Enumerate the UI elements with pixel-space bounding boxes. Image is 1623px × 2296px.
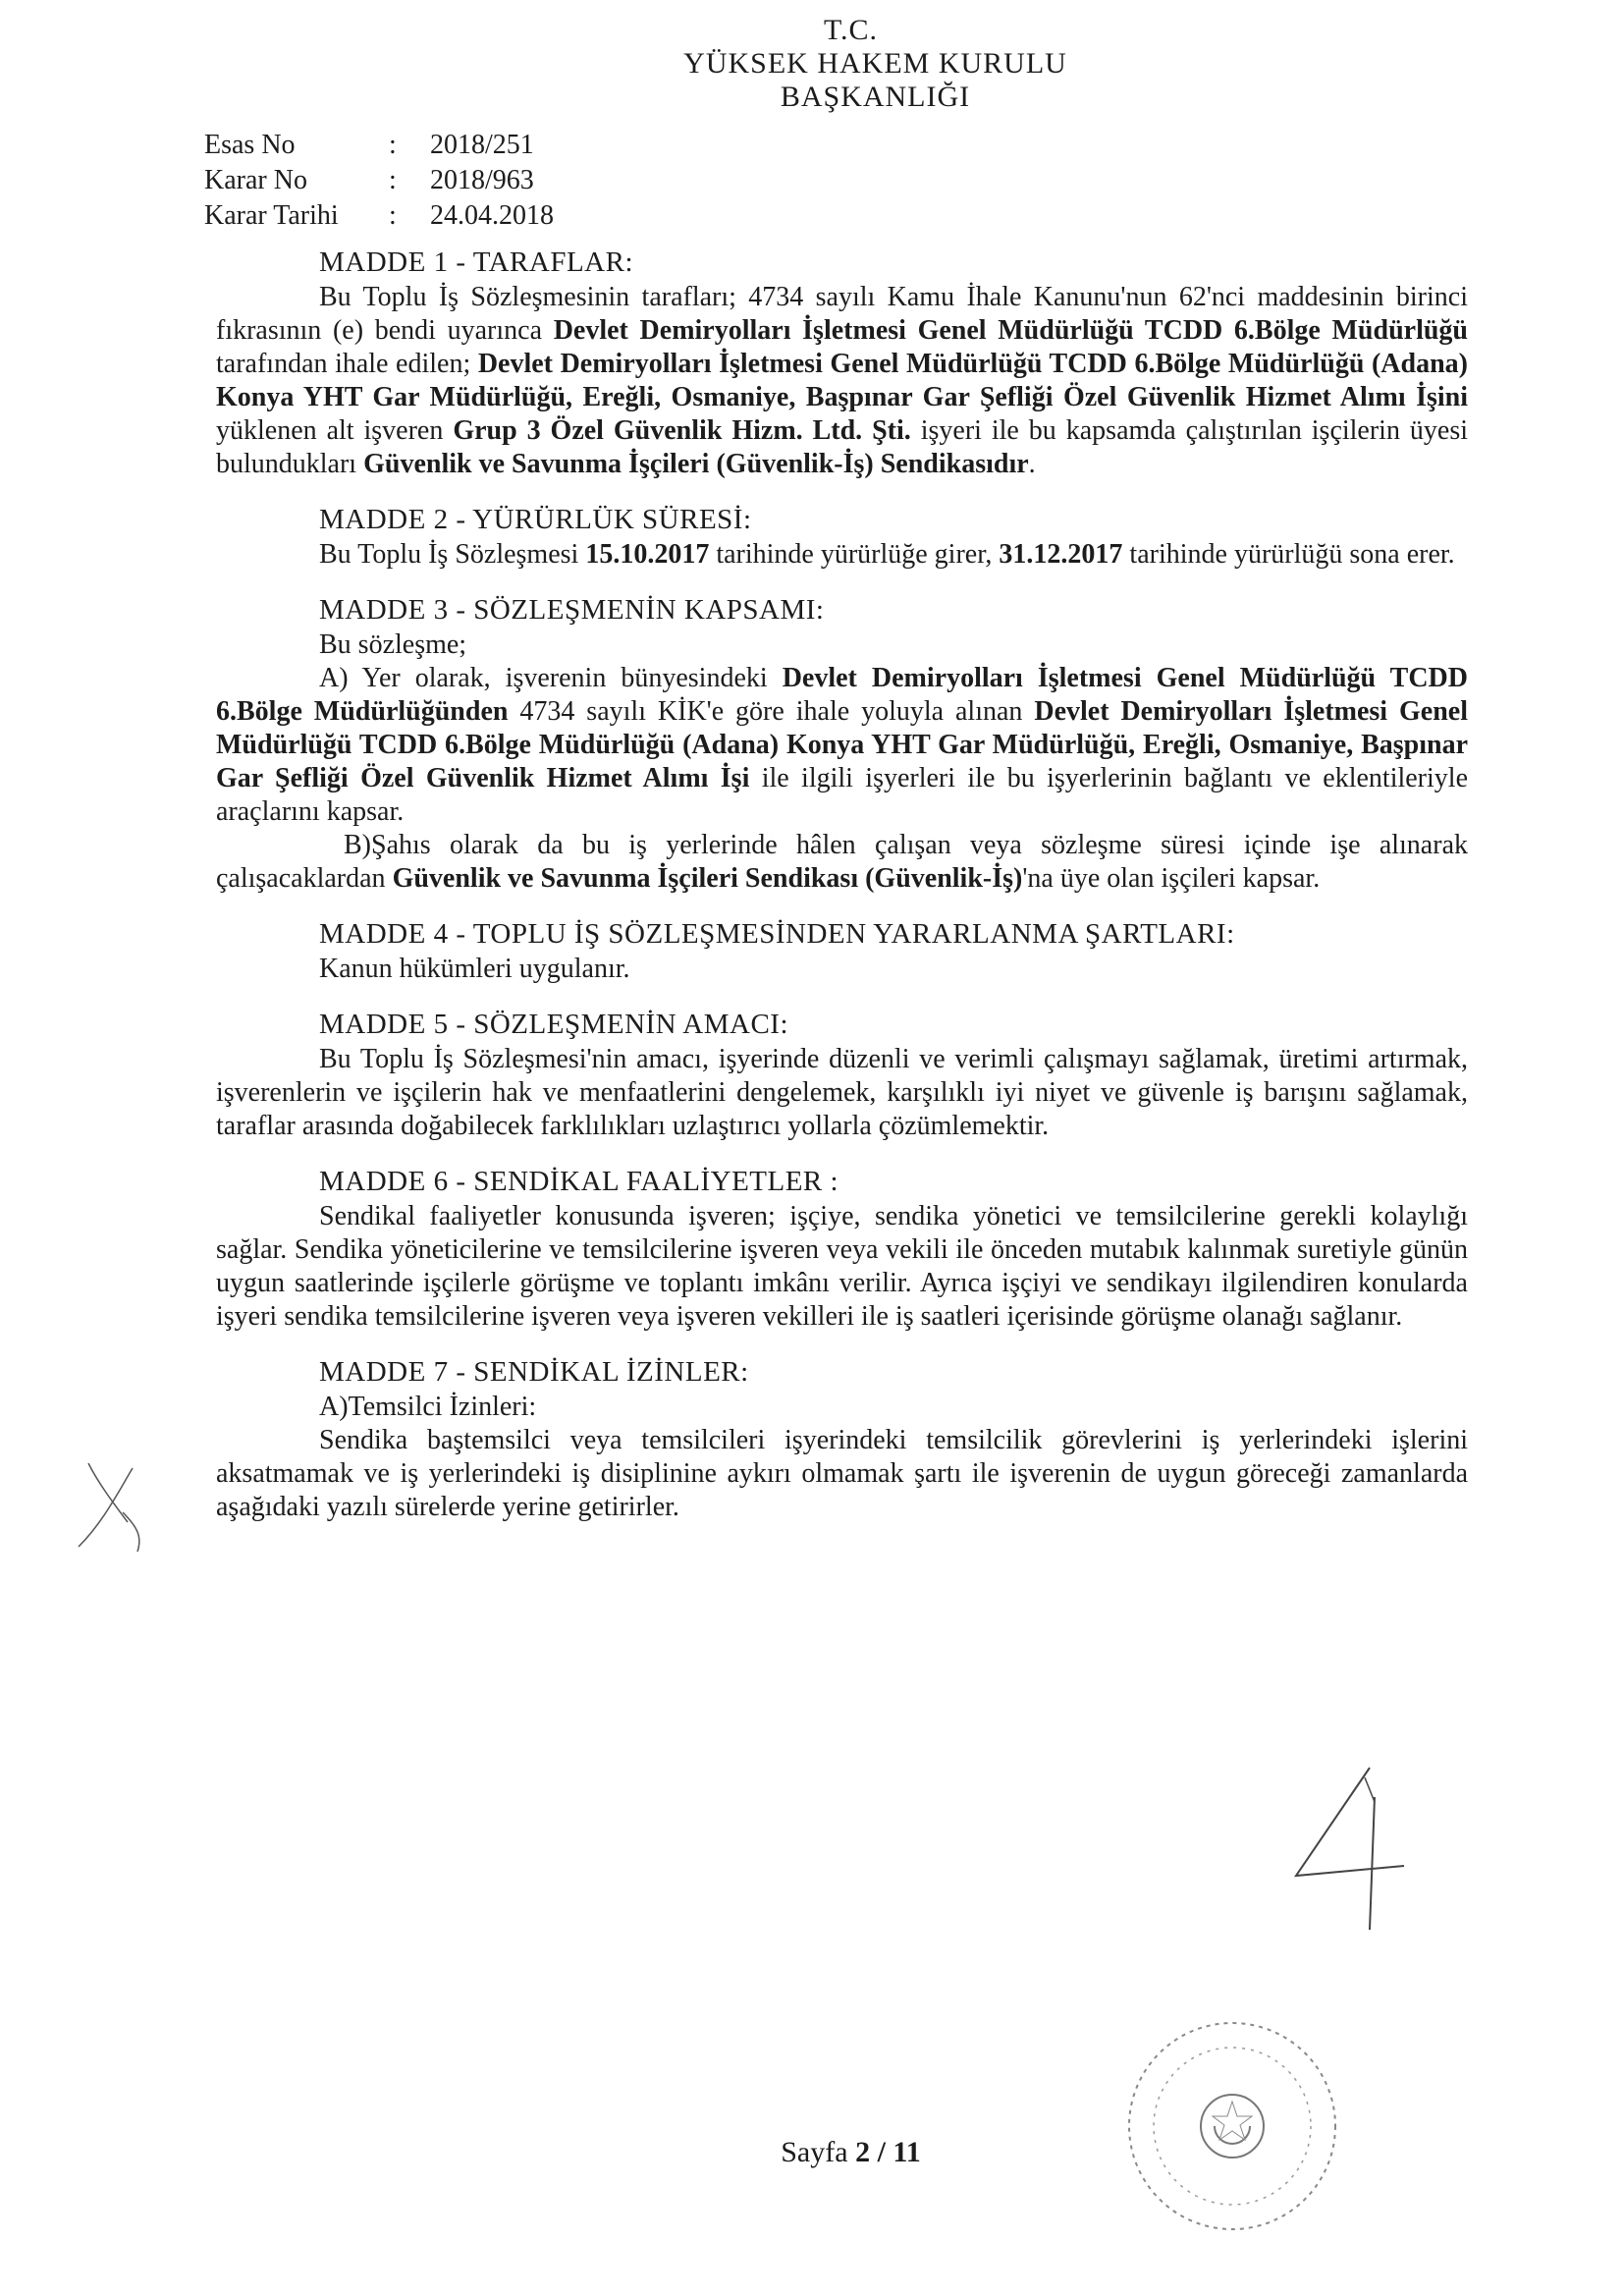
article-6 — [216, 1165, 1468, 1334]
article-2 — [216, 503, 1468, 572]
bold-run: Güvenlik ve Savunma İşçileri (Güvenlik-İş) Sendikasıdır — [363, 449, 1029, 479]
bold-run: Devlet Demiryolları İşletmesi Genel Müdürlüğü TCDD 6.Bölge Müdürlüğü — [553, 315, 1468, 346]
article-5 — [216, 1008, 1468, 1143]
esas-label: Esas No — [204, 130, 296, 160]
text-run: tarihinde yürürlüğe girer, — [709, 539, 1000, 570]
official-stamp-seal — [1114, 2008, 1350, 2244]
page-footer — [0, 2136, 1623, 2169]
bold-run: Devlet Demiryolları İşletmesi Genel Müdürlüğü TCDD 6.Bölge Müdürlüğünden — [216, 663, 1468, 727]
header-line-tc: T.C. — [823, 14, 879, 46]
bold-run: Grup 3 Özel Güvenlik Hizm. Ltd. Şti. — [453, 415, 911, 446]
text-run: B)Şahıs olarak da bu iş yerlerinde hâlen çalışan veya sözleşme süresi içinde işe alınarak çalışacaklardan — [216, 830, 1468, 894]
bold-run: Devlet Demiryolları İşletmesi Genel Müdürlüğü TCDD 6.Bölge Müdürlüğü (Adana) Konya YHT Gar Müdürlüğü, Ereğli, Osmaniye, Başpınar Gar Şefliği Özel Güvenlik Hizmet Alımı İşini — [216, 349, 1468, 412]
article-paragraph: Sendikal faaliyetler konusunda işveren; işçiye, sendika yönetici ve temsilcilerine gerekli kolaylığı sağlar. Sendika yöneticilerine ve temsilcilerine işveren veya vekili ile önceden mutabık kalınmak suretiyle günün uygun saatlerinde işçilerle görüşme ve toplantı imkânı verilir. Ayrıca işçiyi ve sendikayı ilgilendiren konularda işyeri sendika temsilcilerine işveren veya işveren vekilleri ile iş saatleri içerisinde görüşme olanağı sağlanır. — [216, 1201, 1468, 1332]
article-paragraph — [216, 538, 1468, 572]
handwritten-initial-mark — [59, 1453, 167, 1561]
document-body — [216, 246, 1468, 1524]
article-heading: MADDE 6 - SENDİKAL FAALİYETLER : — [319, 1166, 839, 1197]
article-1 — [216, 246, 1468, 481]
article-text: Kanun hükümleri uygulanır. — [319, 954, 630, 984]
karar-label: Karar No — [204, 165, 307, 195]
colon: : — [389, 165, 397, 195]
text-run: Bu Toplu İş Sözleşmesinin tarafları; 4734 sayılı Kamu İhale Kanunu'nun 62'nci maddesinin birinci fıkrasının (e) bendi uyarınca — [216, 282, 1468, 346]
text-run: tarihinde yürürlüğü sona erer. — [1122, 539, 1455, 570]
page-label: Sayfa — [781, 2136, 856, 2168]
bold-run: Devlet Demiryolları İşletmesi Genel Müdürlüğü TCDD 6.Bölge Müdürlüğü (Adana) Konya YHT Gar Müdürlüğü, Ereğli, Osmaniye, Başpınar Gar Şefliği Özel Güvenlik Hizmet Alımı İşi — [216, 696, 1468, 793]
text-run: A) Yer olarak, işverenin bünyesindeki — [319, 663, 783, 693]
article-heading: MADDE 7 - SENDİKAL İZİNLER: — [319, 1356, 749, 1388]
header-line-institution: YÜKSEK HAKEM KURULU — [683, 47, 1067, 80]
karar-value: 2018/963 — [430, 165, 534, 195]
article-paragraph — [216, 281, 1468, 481]
text-run: işyeri ile bu kapsamda çalıştırılan işçilerin üyesi bulundukları — [216, 415, 1468, 479]
article-heading: MADDE 4 - TOPLU İŞ SÖZLEŞMESİNDEN YARARLANMA ŞARTLARI: — [319, 918, 1235, 950]
article-heading: MADDE 1 - TARAFLAR: — [319, 246, 634, 278]
article-clause-b — [216, 829, 1468, 896]
text-run: yüklenen alt işveren — [216, 415, 454, 446]
article-4 — [216, 917, 1468, 986]
article-intro: Bu sözleşme; — [319, 629, 467, 660]
document-header — [0, 14, 1623, 114]
header-line-office: BAŞKANLIĞI — [780, 81, 971, 113]
case-metadata — [204, 128, 554, 234]
esas-value: 2018/251 — [430, 130, 534, 160]
article-heading: MADDE 5 - SÖZLEŞMENİN AMACI: — [319, 1009, 788, 1040]
bold-run: 15.10.2017 — [585, 539, 710, 570]
text-run: 'na üye olan işçileri kapsar. — [1022, 863, 1321, 894]
article-subheading: A)Temsilci İzinleri: — [319, 1392, 537, 1422]
article-3 — [216, 593, 1468, 896]
tarih-label: Karar Tarihi — [204, 200, 339, 231]
bold-run: Güvenlik ve Savunma İşçileri Sendikası (Güvenlik-İş) — [392, 863, 1023, 894]
handwritten-page-number — [1276, 1758, 1424, 1935]
text-run: tarafından ihale edilen; — [216, 349, 478, 379]
tarih-row — [204, 198, 554, 234]
article-clause-a — [216, 662, 1468, 829]
karar-row — [204, 163, 554, 198]
page-number: 2 / 11 — [855, 2136, 921, 2168]
colon: : — [389, 130, 397, 160]
article-paragraph: Bu Toplu İş Sözleşmesi'nin amacı, işyerinde düzenli ve verimli çalışmayı sağlamak, üretimi artırmak, işverenlerin ve işçilerin hak ve menfaatlerini dengelemek, karşılıklı iyi niyet ve güvenle iş barışını sağlamak, taraflar arasında doğabilecek farklılıkları uzlaştırıcı yollarla çözümlemektir. — [216, 1044, 1468, 1141]
text-run: ile ilgili işyerleri ile bu işyerlerinin bağlantı ve eklentileriyle araçlarını kapsar. — [216, 763, 1468, 827]
article-7 — [216, 1355, 1468, 1524]
bold-run: 31.12.2017 — [999, 539, 1123, 570]
text-run: . — [1028, 449, 1036, 479]
text-run: Bu Toplu İş Sözleşmesi — [319, 539, 586, 570]
tarih-value: 24.04.2018 — [430, 200, 554, 231]
article-paragraph: Sendika baştemsilci veya temsilcileri işyerindeki temsilcilik görevlerini iş yerlerindeki işlerini aksatmamak ve iş yerlerindeki iş disiplinine aykırı olmamak şartı ile işverenin de uygun göreceği zamanlarda aşağıdaki yazılı sürelerde yerine getirirler. — [216, 1425, 1468, 1522]
article-heading: MADDE 2 - YÜRÜRLÜK SÜRESİ: — [319, 504, 752, 535]
colon: : — [389, 200, 397, 231]
article-heading: MADDE 3 - SÖZLEŞMENİN KAPSAMI: — [319, 594, 825, 626]
esas-row — [204, 128, 554, 163]
text-run: 4734 sayılı KİK'e göre ihale yoluyla alınan — [508, 696, 1035, 727]
